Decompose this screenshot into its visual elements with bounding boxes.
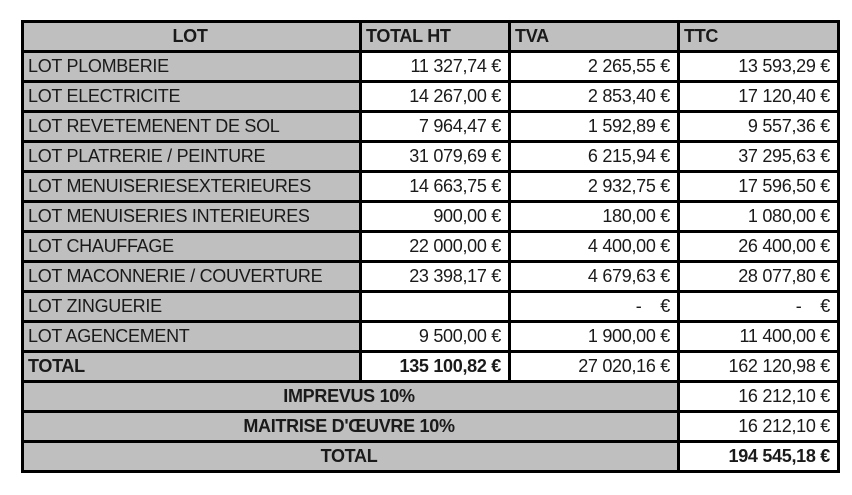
table-row: [23, 112, 839, 142]
total-label-cell: TOTAL: [23, 352, 361, 382]
tva-cell: 6 215,94 €: [510, 142, 679, 172]
summary-row-imprevus: [23, 382, 839, 412]
tva-cell: 1 900,00 €: [510, 322, 679, 352]
total-ht-cell: 135 100,82 €: [361, 352, 510, 382]
tva-cell: 2 265,55 €: [510, 52, 679, 82]
lot-cell: LOT PLATRERIE / PEINTURE: [23, 142, 361, 172]
ht-cell: 23 398,17 €: [361, 262, 510, 292]
header-tva: TVA: [510, 22, 679, 52]
lot-cell: LOT ZINGUERIE: [23, 292, 361, 322]
total-row: [23, 352, 839, 382]
ht-cell: 14 267,00 €: [361, 82, 510, 112]
total-tva-cell: 27 020,16 €: [510, 352, 679, 382]
ht-cell: [361, 292, 510, 322]
table-row: [23, 142, 839, 172]
ttc-cell: 1 080,00 €: [679, 202, 839, 232]
tva-cell: - €: [510, 292, 679, 322]
tva-cell: 1 592,89 €: [510, 112, 679, 142]
tva-cell: 2 932,75 €: [510, 172, 679, 202]
table-row: [23, 262, 839, 292]
tva-cell: 4 400,00 €: [510, 232, 679, 262]
lot-cell: LOT CHAUFFAGE: [23, 232, 361, 262]
cost-summary-table: [21, 20, 840, 473]
ht-cell: 7 964,47 €: [361, 112, 510, 142]
lot-cell: LOT MENUISERIESEXTERIEURES: [23, 172, 361, 202]
ht-cell: 14 663,75 €: [361, 172, 510, 202]
lot-cell: LOT REVETEMENENT DE SOL: [23, 112, 361, 142]
table-row: [23, 322, 839, 352]
ht-cell: 31 079,69 €: [361, 142, 510, 172]
ttc-cell: 9 557,36 €: [679, 112, 839, 142]
ht-cell: 11 327,74 €: [361, 52, 510, 82]
ht-cell: 9 500,00 €: [361, 322, 510, 352]
table-row: [23, 52, 839, 82]
ht-cell: 900,00 €: [361, 202, 510, 232]
ttc-cell: - €: [679, 292, 839, 322]
total-ttc-cell: 162 120,98 €: [679, 352, 839, 382]
tva-cell: 2 853,40 €: [510, 82, 679, 112]
lot-cell: LOT ELECTRICITE: [23, 82, 361, 112]
lot-cell: LOT MACONNERIE / COUVERTURE: [23, 262, 361, 292]
ttc-cell: 11 400,00 €: [679, 322, 839, 352]
summary-row-maitrise: [23, 412, 839, 442]
ttc-cell: 17 120,40 €: [679, 82, 839, 112]
header-total-ht: TOTAL HT: [361, 22, 510, 52]
grand-total-label-cell: TOTAL: [23, 442, 679, 472]
header-row: [23, 22, 839, 52]
ht-cell: 22 000,00 €: [361, 232, 510, 262]
header-lot: LOT: [23, 22, 361, 52]
ttc-cell: 26 400,00 €: [679, 232, 839, 262]
imprevus-value-cell: 16 212,10 €: [679, 382, 839, 412]
ttc-cell: 17 596,50 €: [679, 172, 839, 202]
maitrise-value-cell: 16 212,10 €: [679, 412, 839, 442]
imprevus-label-cell: IMPREVUS 10%: [23, 382, 679, 412]
ttc-cell: 28 077,80 €: [679, 262, 839, 292]
ttc-cell: 37 295,63 €: [679, 142, 839, 172]
header-ttc: TTC: [679, 22, 839, 52]
ttc-cell: 13 593,29 €: [679, 52, 839, 82]
maitrise-label-cell: MAITRISE D'ŒUVRE 10%: [23, 412, 679, 442]
table-row: [23, 232, 839, 262]
grand-total-value-cell: 194 545,18 €: [679, 442, 839, 472]
table-row: [23, 292, 839, 322]
table-row: [23, 82, 839, 112]
lot-cell: LOT PLOMBERIE: [23, 52, 361, 82]
table-row: [23, 202, 839, 232]
lot-cell: LOT AGENCEMENT: [23, 322, 361, 352]
lot-cell: LOT MENUISERIES INTERIEURES: [23, 202, 361, 232]
table-row: [23, 172, 839, 202]
tva-cell: 4 679,63 €: [510, 262, 679, 292]
tva-cell: 180,00 €: [510, 202, 679, 232]
summary-row-grand-total: [23, 442, 839, 472]
